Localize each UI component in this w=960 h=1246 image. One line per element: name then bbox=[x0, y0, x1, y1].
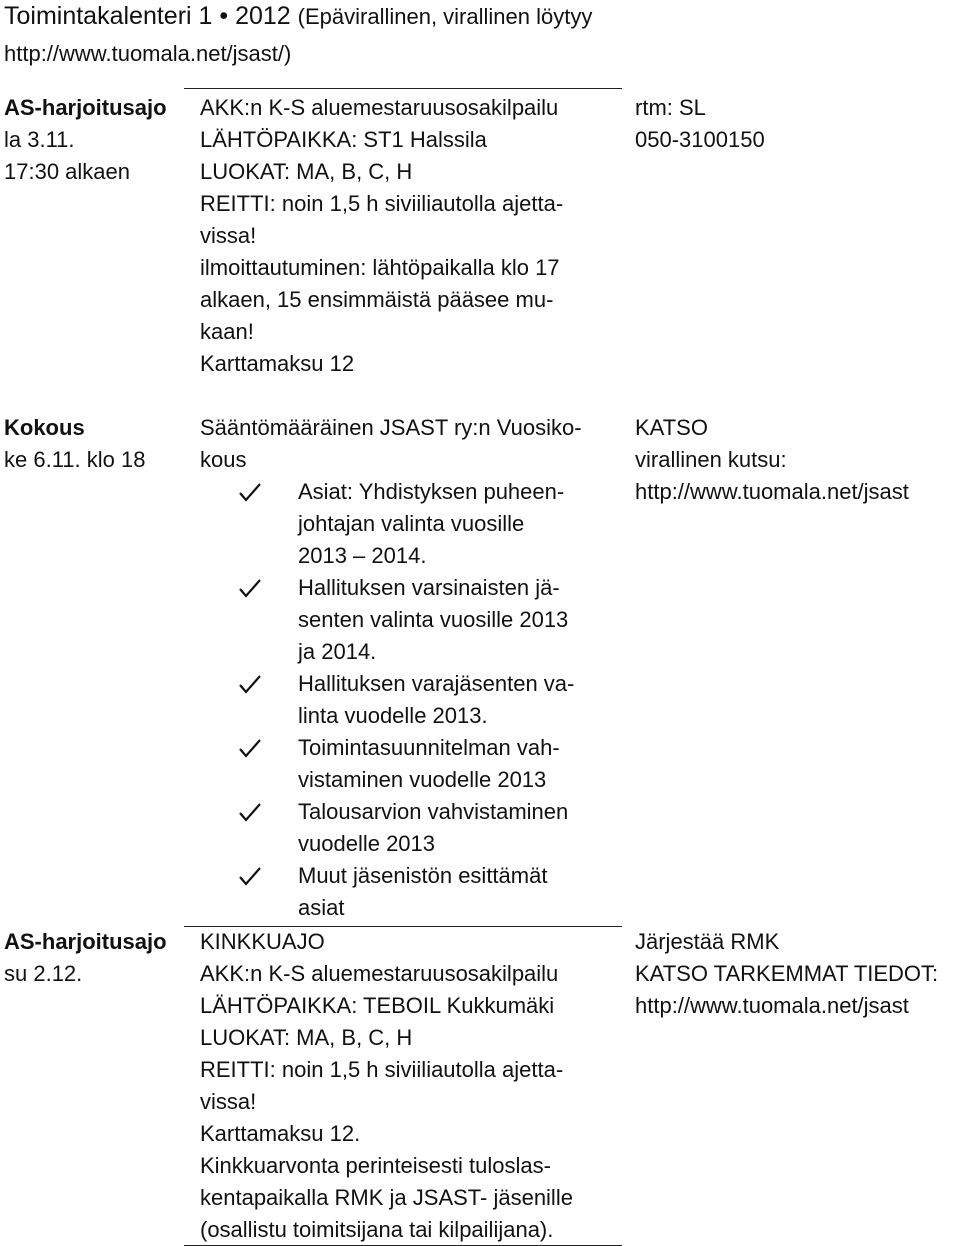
contact-line: 050-3100150 bbox=[635, 127, 765, 152]
detail-line: KINKKUAJO bbox=[200, 929, 325, 954]
event-2-contact bbox=[635, 412, 960, 508]
event-1-when bbox=[4, 92, 180, 188]
event-3-contact bbox=[635, 926, 960, 1022]
detail-line: kaan! bbox=[200, 319, 254, 344]
detail-line: ilmoittautuminen: lähtöpaikalla klo 17 bbox=[200, 255, 560, 280]
event-1-details bbox=[200, 92, 620, 380]
event-1-type: AS-harjoitusajo bbox=[4, 95, 167, 120]
detail-line: LÄHTÖPAIKKA: ST1 Halssila bbox=[200, 127, 487, 152]
contact-line: Järjestää RMK bbox=[635, 929, 780, 954]
agenda-line: vuodelle 2013 bbox=[298, 831, 436, 856]
agenda-line: 2013 – 2014. bbox=[298, 543, 427, 568]
agenda-line: Toimintasuunnitelman vah- bbox=[298, 735, 560, 760]
detail-line: Sääntömääräinen JSAST ry:n Vuosiko- bbox=[200, 415, 582, 440]
event-3-type: AS-harjoitusajo bbox=[4, 929, 167, 954]
contact-line: KATSO TARKEMMAT TIEDOT: bbox=[635, 961, 939, 986]
event-3-date: su 2.12. bbox=[4, 961, 83, 986]
table-rule-top bbox=[184, 88, 622, 89]
event-2-type: Kokous bbox=[4, 415, 85, 440]
event-2-when bbox=[4, 412, 180, 476]
agenda-line: Muut jäsenistön esittämät bbox=[298, 863, 548, 888]
list-item bbox=[200, 476, 620, 572]
contact-line: KATSO bbox=[635, 415, 708, 440]
agenda-line: linta vuodelle 2013. bbox=[298, 703, 488, 728]
list-item bbox=[200, 860, 620, 924]
detail-line: LUOKAT: MA, B, C, H bbox=[200, 159, 413, 184]
agenda-line: ja 2014. bbox=[298, 639, 377, 664]
list-item bbox=[200, 796, 620, 860]
event-3-details bbox=[200, 926, 620, 1246]
detail-line: vissa! bbox=[200, 223, 257, 248]
title-url-line: http://www.tuomala.net/jsast/) bbox=[4, 41, 292, 66]
page-title bbox=[4, 0, 592, 33]
detail-line: alkaen, 15 ensimmäistä pääsee mu- bbox=[200, 287, 554, 312]
agenda-line: Hallituksen varajäsenten va- bbox=[298, 671, 575, 696]
check-icon bbox=[238, 860, 266, 886]
check-icon bbox=[238, 732, 266, 758]
agenda-checklist bbox=[200, 476, 620, 924]
detail-line: kentapaikalla RMK ja JSAST- jäsenille bbox=[200, 1185, 573, 1210]
detail-line: REITTI: noin 1,5 h siviiliautolla ajetta- bbox=[200, 1057, 564, 1082]
list-item bbox=[200, 668, 620, 732]
event-1-contact bbox=[635, 92, 960, 156]
check-icon bbox=[238, 476, 266, 502]
agenda-line: vistaminen vuodelle 2013 bbox=[298, 767, 547, 792]
detail-line: Karttamaksu 12 bbox=[200, 351, 355, 376]
check-icon bbox=[238, 572, 266, 598]
detail-line: LUOKAT: MA, B, C, H bbox=[200, 1025, 413, 1050]
list-item bbox=[200, 732, 620, 796]
contact-line: virallinen kutsu: bbox=[635, 447, 787, 472]
detail-line: AKK:n K-S aluemestaruusosakilpailu bbox=[200, 961, 559, 986]
check-icon bbox=[238, 668, 266, 694]
detail-line: Kinkkuarvonta perinteisesti tuloslas- bbox=[200, 1153, 551, 1178]
contact-line: rtm: SL bbox=[635, 95, 706, 120]
event-3-when bbox=[4, 926, 180, 990]
event-1-date: la 3.11. bbox=[4, 127, 75, 152]
agenda-line: senten valinta vuosille 2013 bbox=[298, 607, 569, 632]
detail-line: AKK:n K-S aluemestaruusosakilpailu bbox=[200, 95, 559, 120]
detail-line: vissa! bbox=[200, 1089, 257, 1114]
title-main: Toimintakalenteri 1 • 2012 bbox=[4, 2, 291, 30]
event-1-time: 17:30 alkaen bbox=[4, 159, 130, 184]
check-icon bbox=[238, 796, 266, 822]
agenda-line: Talousarvion vahvistaminen bbox=[298, 799, 569, 824]
contact-link[interactable]: http://www.tuomala.net/jsast bbox=[635, 993, 909, 1018]
contact-link[interactable]: http://www.tuomala.net/jsast bbox=[635, 479, 909, 504]
agenda-line: johtajan valinta vuosille bbox=[298, 511, 525, 536]
detail-line: REITTI: noin 1,5 h siviiliautolla ajetta- bbox=[200, 191, 564, 216]
agenda-line: Hallituksen varsinaisten jä- bbox=[298, 575, 560, 600]
detail-line: Karttamaksu 12. bbox=[200, 1121, 361, 1146]
list-item bbox=[200, 572, 620, 668]
detail-line: LÄHTÖPAIKKA: TEBOIL Kukkumäki bbox=[200, 993, 555, 1018]
agenda-line: asiat bbox=[298, 895, 345, 920]
event-2-date: ke 6.11. klo 18 bbox=[4, 447, 146, 472]
detail-line: kous bbox=[200, 447, 247, 472]
agenda-line: Asiat: Yhdistyksen puheen- bbox=[298, 479, 565, 504]
detail-line: (osallistu toimitsijana tai kilpailijana). bbox=[200, 1217, 554, 1242]
event-2-details bbox=[200, 412, 620, 924]
title-note: (Epävirallinen, virallinen löytyy bbox=[297, 4, 593, 29]
